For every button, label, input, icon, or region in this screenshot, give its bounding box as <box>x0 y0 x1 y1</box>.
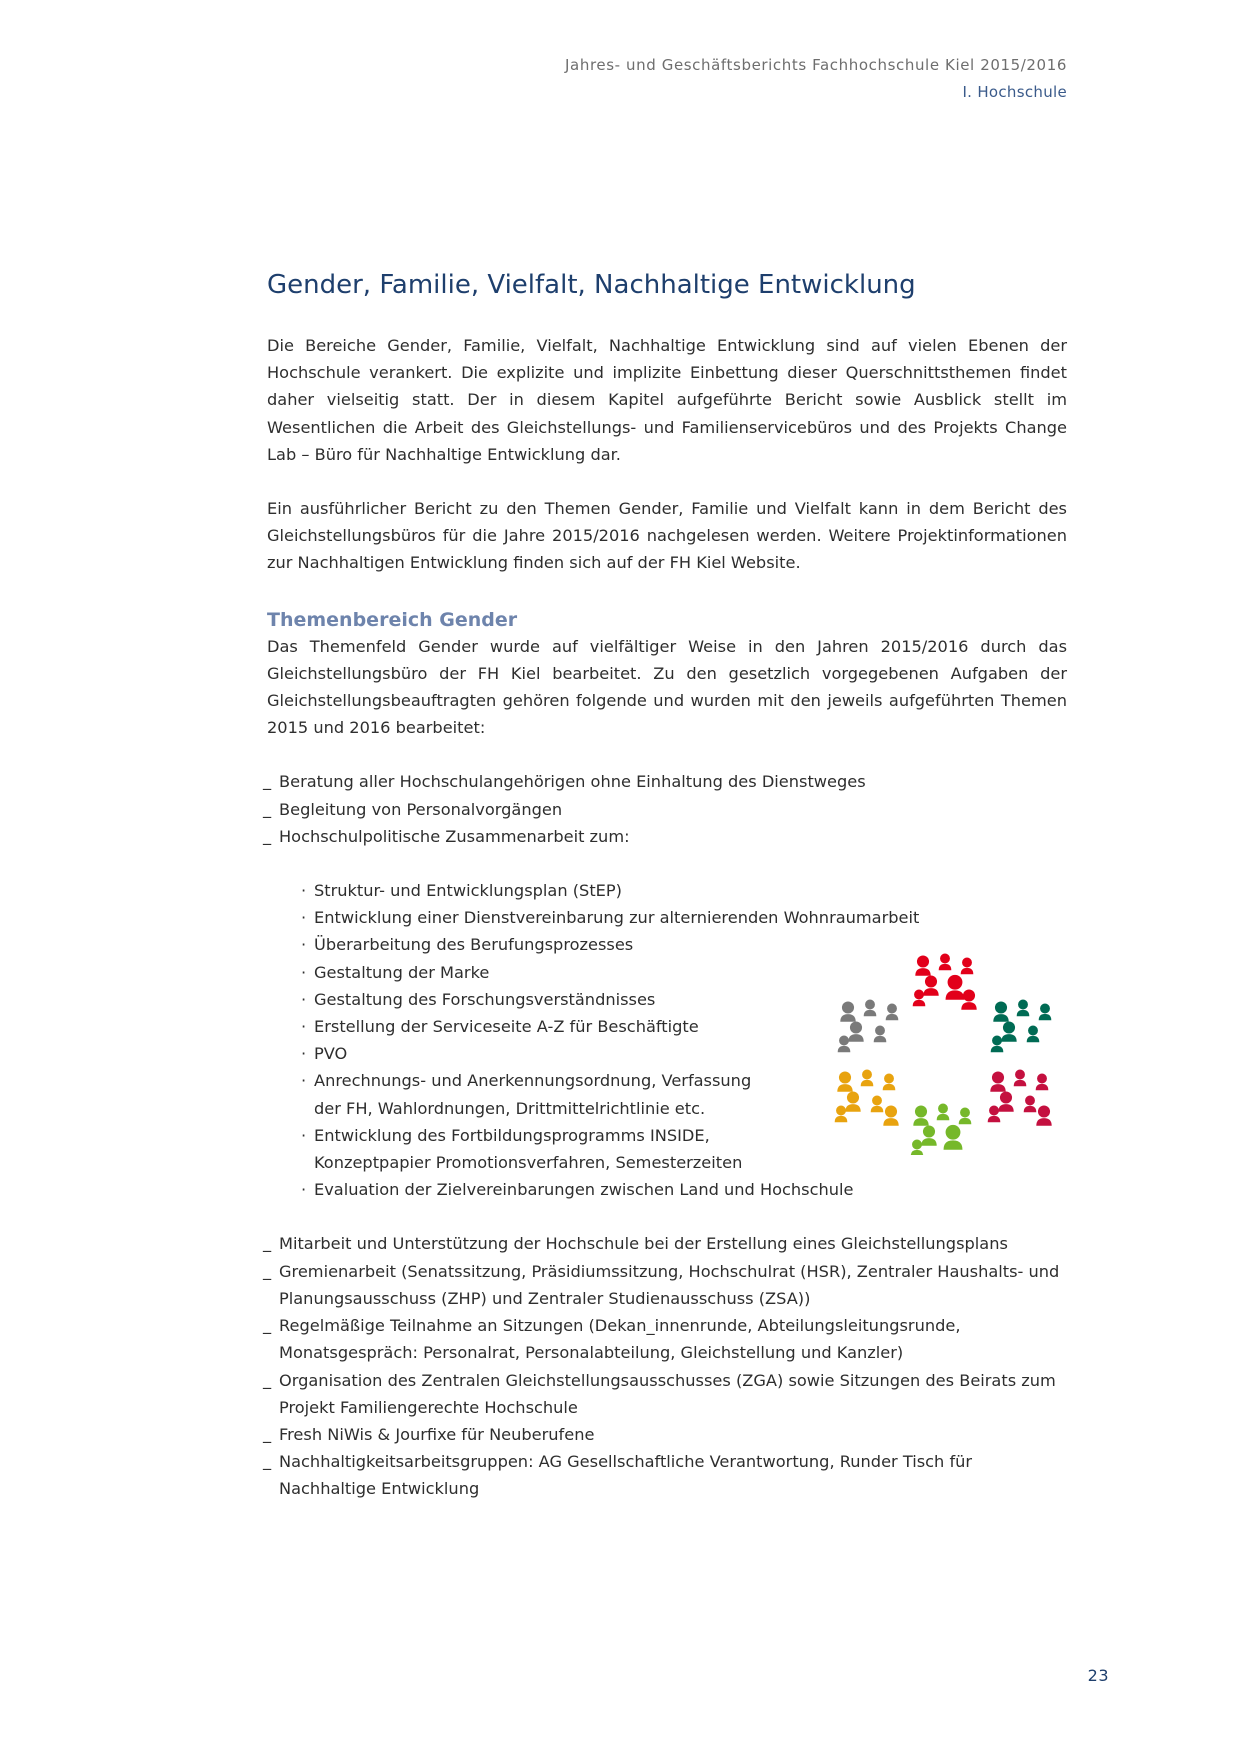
list-item: · Entwicklung des Fortbildungsprogramms INSIDE, Konzeptpapier Promotionsverfahren, Semesterzeiten <box>267 1122 784 1176</box>
list-item: · Überarbeitung des Berufungsprozesses <box>267 931 1067 958</box>
person-icon <box>998 1091 1013 1111</box>
person-icon <box>845 1091 860 1111</box>
person-icon <box>911 1140 924 1155</box>
person-icon <box>838 1036 851 1053</box>
person-icon <box>861 1070 874 1087</box>
person-icon <box>1036 1105 1051 1125</box>
list-item: _ Begleitung von Personalvorgängen <box>267 796 1067 823</box>
chapter-label: I. Hochschule <box>962 83 1067 101</box>
person-icon <box>921 1125 936 1145</box>
list-item: · Erstellung der Serviceseite A-Z für Beschäftigte <box>267 1013 1067 1040</box>
people-circle-icon <box>825 945 1065 1155</box>
list-item: _ Organisation des Zentralen Gleichstellungsausschusses (ZGA) sowie Sitzungen des Beirats zum Projekt Familiengerechte Hochschule <box>267 1367 1067 1421</box>
person-icon <box>1036 1074 1049 1091</box>
list-item: _ Hochschulpolitische Zusammenarbeit zum: <box>267 823 1067 850</box>
list-item: · Struktur- und Entwicklungsplan (StEP) <box>267 877 1067 904</box>
person-icon <box>991 1036 1004 1053</box>
list-item: · Anrechnungs- und Anerkennungsordnung, Verfassung der FH, Wahlordnungen, Drittmittelrichtlinie etc. <box>267 1067 764 1121</box>
person-icon <box>840 1001 855 1021</box>
person-icon <box>1001 1021 1016 1041</box>
task-list-b <box>267 1230 1067 1502</box>
person-icon <box>946 975 965 1000</box>
person-icon <box>988 1106 1001 1123</box>
list-item: _ Gremienarbeit (Senatssitzung, Präsidiumssitzung, Hochschulrat (HSR), Zentraler Haushalts- und Planungsausschuss (ZHP) und Zentraler Studienausschuss (ZSA)) <box>267 1258 1067 1312</box>
person-icon <box>883 1074 896 1091</box>
person-icon <box>1039 1004 1052 1021</box>
person-icon <box>944 1125 963 1150</box>
main-content <box>267 268 1067 1503</box>
person-icon <box>993 1001 1008 1021</box>
subsection-title: Themenbereich Gender <box>267 608 518 631</box>
list-item: · Gestaltung der Marke <box>267 959 1067 986</box>
person-icon <box>990 1071 1005 1091</box>
person-icon <box>886 1004 899 1021</box>
person-icon <box>913 1105 928 1125</box>
list-item: · PVO <box>267 1040 1067 1067</box>
person-icon <box>959 1108 972 1125</box>
list-item: _ Fresh NiWis & Jourfixe für Neuberufene <box>267 1421 1067 1448</box>
person-icon <box>923 975 938 995</box>
person-icon <box>874 1026 887 1043</box>
report-title: Jahres- und Geschäftsberichts Fachhochschule Kiel 2015/2016 <box>565 56 1067 74</box>
list-item: · Evaluation der Zielvereinbarungen zwischen Land und Hochschule <box>267 1176 1067 1203</box>
task-list-a <box>267 768 1067 850</box>
list-item: _ Mitarbeit und Unterstützung der Hochschule bei der Erstellung eines Gleichstellungsplans <box>267 1230 1067 1257</box>
intro-paragraph-2: Ein ausführlicher Bericht zu den Themen Gender, Familie und Vielfalt kann in dem Bericht des Gleichstellungsbüros für die Jahre 2015/2016 nachgelesen werden. Weitere Projektinformationen zur Nachhaltigen Entwicklung finden sich auf der FH Kiel Website. <box>267 499 1067 573</box>
person-icon <box>883 1105 898 1125</box>
person-icon <box>937 1104 950 1121</box>
person-icon <box>1027 1026 1040 1043</box>
list-item: _ Beratung aller Hochschulangehörigen ohne Einhaltung des Dienstweges <box>267 768 1067 795</box>
person-icon <box>835 1106 848 1123</box>
person-icon <box>913 990 926 1007</box>
list-item: _ Nachhaltigkeitsarbeitsgruppen: AG Gesellschaftliche Verantwortung, Runder Tisch für Nachhaltige Entwicklung <box>267 1448 1067 1502</box>
list-item: · Gestaltung des Forschungsverständnisses <box>267 986 1067 1013</box>
person-icon <box>1024 1096 1037 1113</box>
person-icon <box>961 958 974 975</box>
person-icon <box>1017 1000 1030 1017</box>
person-icon <box>848 1021 863 1041</box>
page-number: 23 <box>1087 1666 1109 1685</box>
person-icon <box>864 1000 877 1017</box>
person-icon <box>871 1096 884 1113</box>
subsection-intro: Das Themenfeld Gender wurde auf vielfältiger Weise in den Jahren 2015/2016 durch das Gleichstellungsbüro der FH Kiel bearbeitet. Zu den gesetzlich vorgegebenen Aufgaben der Gleichstellungsbeauftragten gehören folgende und wurden mit den jeweils aufgeführten Themen 2015 und 2016 bearbeitet: <box>267 636 1067 738</box>
running-header <box>565 52 1067 106</box>
person-icon <box>1014 1070 1027 1087</box>
person-icon <box>939 954 952 971</box>
person-icon <box>915 955 930 975</box>
intro-paragraph-1: Die Bereiche Gender, Familie, Vielfalt, Nachhaltige Entwicklung sind auf vielen Ebenen der Hochschule verankert. Die explizite und implizite Einbettung dieser Querschnittsthemen findet daher vielseitig statt. Der in diesem Kapitel aufgeführte Bericht sowie Ausblick stellt im Wesentlichen die Arbeit des Gleichstellungs- und Familienservicebüros und des Projekts Change Lab – Büro für Nachhaltige Entwicklung dar. <box>267 336 1067 464</box>
section-title: Gender, Familie, Vielfalt, Nachhaltige Entwicklung <box>267 270 916 300</box>
list-item: · Entwicklung einer Dienstvereinbarung zur alternierenden Wohnraumarbeit <box>267 904 1067 931</box>
list-item: _ Regelmäßige Teilnahme an Sitzungen (Dekan_innenrunde, Abteilungsleitungsrunde, Monatsgespräch: Personalrat, Personalabteilung, Gleichstellung und Kanzler) <box>267 1312 1067 1366</box>
person-icon <box>837 1071 852 1091</box>
